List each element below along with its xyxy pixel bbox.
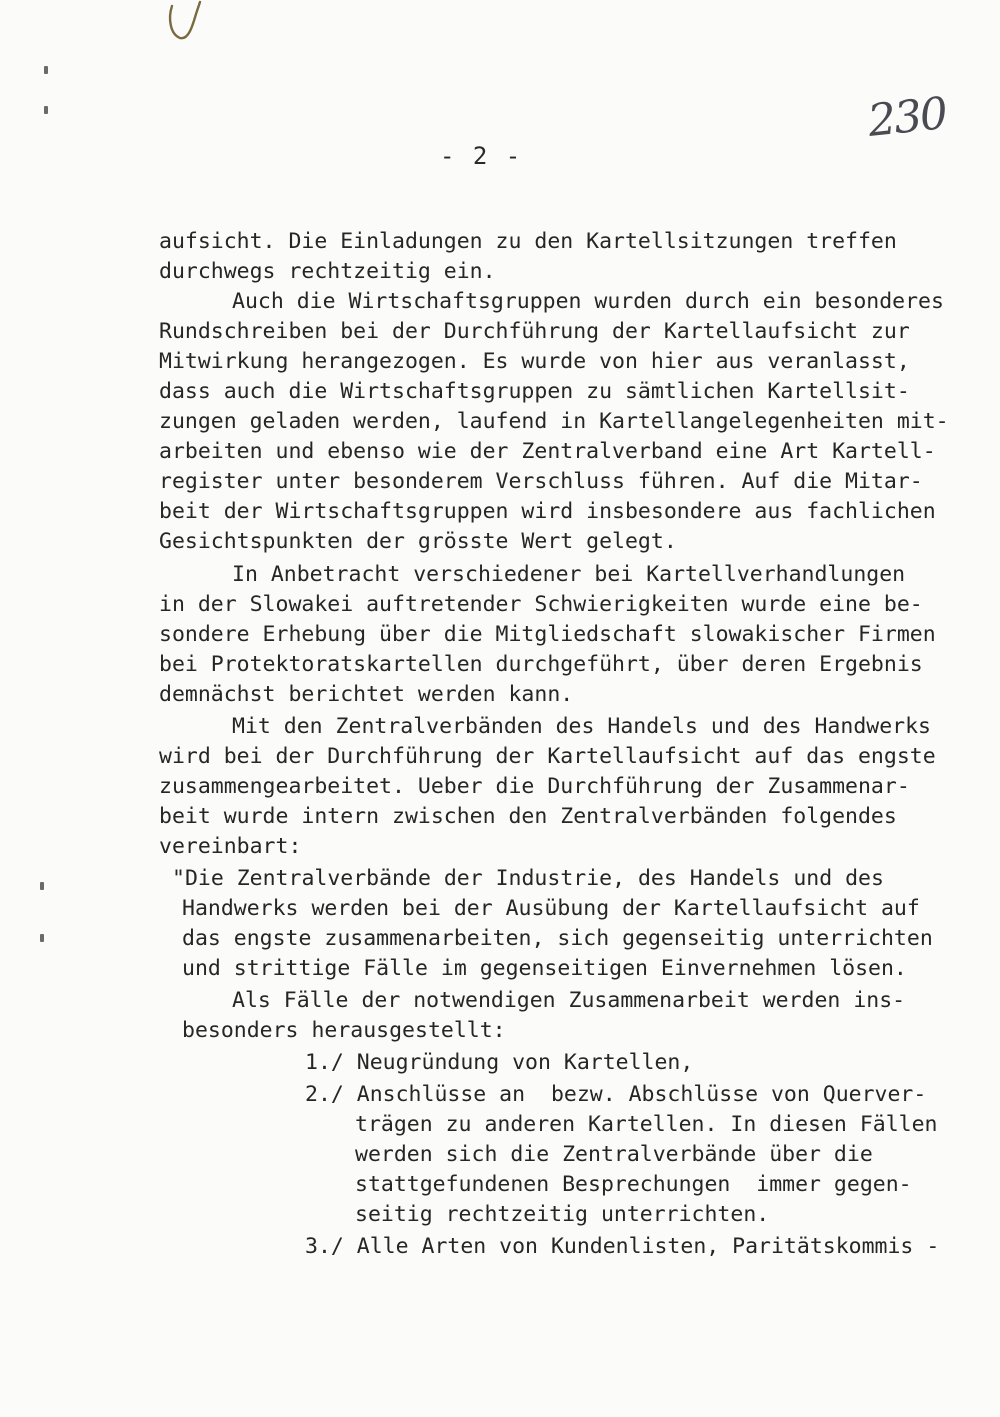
margin-punch-mark [40,934,44,942]
text-line: Auch die Wirtschaftsgruppen wurden durch ein besonderes [232,289,944,314]
list-item-continuation: stattgefundenen Besprechungen immer gegen- [355,1172,912,1197]
text-line: Gesichtspunkten der grösste Wert gelegt. [159,529,677,554]
list-item: 2./ Anschlüsse an bezw. Abschlüsse von Querver- [305,1082,927,1107]
quote-line: besonders herausgestellt: [182,1018,506,1043]
text-line: Rundschreiben bei der Durchführung der Kartellaufsicht zur [159,319,910,344]
text-line: sondere Erhebung über die Mitgliedschaft slowakischer Firmen [159,622,936,647]
text-line: beit wurde intern zwischen den Zentralverbänden folgendes [159,804,897,829]
text-line: zusammengearbeitet. Ueber die Durchführung der Zusammenar- [159,774,910,799]
page-number: - 2 - [440,142,523,170]
list-item-continuation: seitig rechtzeitig unterrichten. [355,1202,770,1227]
text-line: arbeiten und ebenso wie der Zentralverband eine Art Kartell- [159,439,936,464]
text-line: durchwegs rechtzeitig ein. [159,259,496,284]
quote-line: Handwerks werden bei der Ausübung der Kartellaufsicht auf [182,896,920,921]
margin-punch-mark [40,882,44,890]
text-line: zungen geladen werden, laufend in Kartellangelegenheiten mit- [159,409,949,434]
folio-number: 230 [865,88,949,147]
text-line: in der Slowakei auftretender Schwierigkeiten wurde eine be- [159,592,923,617]
quote-line: das engste zusammenarbeiten, sich gegenseitig unterrichten [182,926,933,951]
list-item-continuation: werden sich die Zentralverbände über die [355,1142,873,1167]
quote-line: und strittige Fälle im gegenseitigen Einvernehmen lösen. [182,956,907,981]
quote-line: Als Fälle der notwendigen Zusammenarbeit werden ins- [232,988,906,1013]
margin-punch-mark [44,66,48,74]
text-line: aufsicht. Die Einladungen zu den Kartellsitzungen treffen [159,229,897,254]
text-line: demnächst berichtet werden kann. [159,682,574,707]
text-line: register unter besonderem Verschluss führen. Auf die Mitar- [159,469,923,494]
handwritten-check-mark [166,0,206,45]
text-line: dass auch die Wirtschaftsgruppen zu sämtlichen Kartellsit- [159,379,910,404]
text-line: beit der Wirtschaftsgruppen wird insbesondere aus fachlichen [159,499,936,524]
quote-line: "Die Zentralverbände der Industrie, des Handels und des [172,866,884,891]
text-line: Mit den Zentralverbänden des Handels und des Handwerks [232,714,931,739]
list-item: 1./ Neugründung von Kartellen, [305,1050,694,1075]
text-line: wird bei der Durchführung der Kartellaufsicht auf das engste [159,744,936,769]
text-line: vereinbart: [159,834,302,859]
list-item-continuation: trägen zu anderen Kartellen. In diesen Fällen [355,1112,938,1137]
text-line: In Anbetracht verschiedener bei Kartellverhandlungen [232,562,906,587]
list-item: 3./ Alle Arten von Kundenlisten, Paritätskommis - [305,1234,940,1259]
text-line: Mitwirkung herangezogen. Es wurde von hier aus veranlasst, [159,349,910,374]
text-line: bei Protektoratskartellen durchgeführt, über deren Ergebnis [159,652,923,677]
margin-punch-mark [44,106,48,114]
